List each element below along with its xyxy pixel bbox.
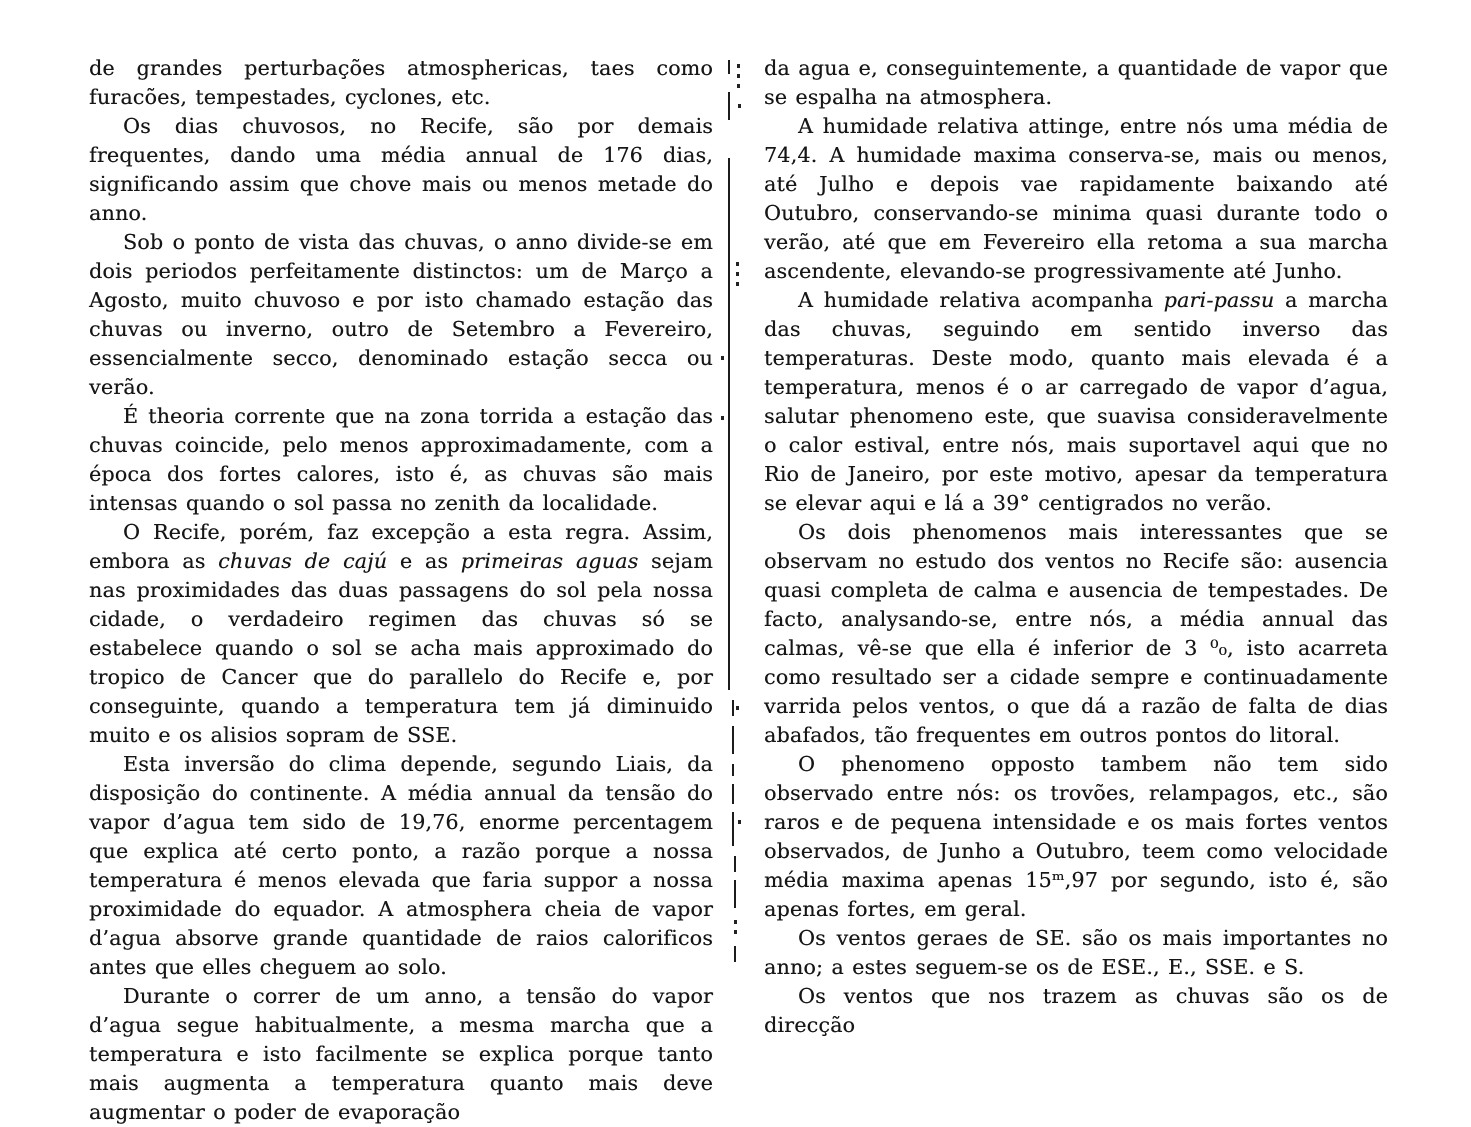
paragraph	[764, 286, 1388, 518]
left-column	[89, 54, 713, 1127]
text-segment: a marcha das chuvas, seguindo em sentido inverso das temperaturas. Deste modo, quanto mais elevada é a temperatura, menos é o ar carregado de vapor d’agua, salutar phenomeno este, que suavisa consideravelmente o calor estival, entre nós, mais suportavel aqui que no Rio de Janeiro, por este motivo, apesar da temperatura se elevar aqui e lá a 39° centigrados no verão.	[764, 288, 1388, 515]
paragraph	[764, 54, 1388, 112]
paragraph	[89, 982, 713, 1127]
paragraph	[89, 54, 713, 112]
column-divider	[720, 0, 750, 1005]
paragraph	[89, 112, 713, 228]
text-segment: Os dois phenomenos mais interessantes que se observam no estudo dos ventos no Recife são: ausencia quasi completa de calma e ausencia de tempestades. De facto, analysando-se, entre nós, a média annual das calmas, vê-se que ella é inferior de 3 ⁰₀, isto acarreta como resultado ser a cidade sempre e continuadamente varrida pelos ventos, o que dá a razão de falta de dias abafados, tão frequentes em outros pontos do litoral.	[764, 520, 1388, 747]
text-segment: É theoria corrente que na zona torrida a estação das chuvas coincide, pelo menos approximadamente, com a época dos fortes calores, isto é, as chuvas são mais intensas quando o sol passa no zenith da localidade.	[89, 404, 713, 515]
italic-phrase: primeiras aguas	[460, 549, 639, 573]
text-segment: Os dias chuvosos, no Recife, são por demais frequentes, dando uma média annual de 176 dias, significando assim que chove mais ou menos metade do anno.	[89, 114, 713, 225]
paragraph	[764, 982, 1388, 1040]
text-segment: Esta inversão do clima depende, segundo Liais, da disposição do continente. A média annual da tensão do vapor d’agua tem sido de 19,76, enorme percentagem que explica até certo ponto, a razão porque a nossa temperatura é menos elevada que faria suppor a nossa proximidade do equador. A atmosphera cheia de vapor d’agua absorve grande quantidade de raios calorificos antes que elles cheguem ao solo.	[89, 752, 713, 979]
paragraph	[89, 750, 713, 982]
text-segment: e as	[387, 549, 461, 573]
paragraph	[764, 750, 1388, 924]
text-segment: Durante o correr de um anno, a tensão do vapor d’agua segue habitualmente, a mesma marcha que a temperatura e isto facilmente se explica porque tanto mais augmenta a temperatura quanto mais deve augmentar o poder de evaporação	[89, 984, 713, 1124]
text-segment: da agua e, conseguintemente, a quantidade de vapor que se espalha na atmosphera.	[764, 56, 1388, 109]
text-segment: Sob o ponto de vista das chuvas, o anno divide-se em dois periodos perfeitamente distinctos: um de Março a Agosto, muito chuvoso e por isto chamado estação das chuvas ou inverno, outro de Setembro a Fevereiro, essencialmente secco, denominado estação secca ou verão.	[89, 230, 713, 399]
text-segment: O Recife, porém, faz excepção a esta regra. Assim, embora as	[89, 520, 713, 573]
paragraph	[89, 518, 713, 750]
italic-phrase: pari-passu	[1163, 288, 1275, 312]
text-segment: A humidade relativa attinge, entre nós uma média de 74,4. A humidade maxima conserva-se, mais ou menos, até Julho e depois vae rapidamente baixando até Outubro, conservando-se minima quasi durante todo o verão, até que em Fevereiro ella retoma a sua marcha ascendente, elevando-se progressivamente até Junho.	[764, 114, 1388, 283]
paragraph	[764, 518, 1388, 750]
text-segment: Os ventos geraes de SE. são os mais importantes no anno; a estes seguem-se os de ESE., E., SSE. e S.	[764, 926, 1388, 979]
text-segment: A humidade relativa acompanha	[798, 288, 1164, 312]
right-column	[764, 54, 1388, 1040]
text-segment: de grandes perturbações atmosphericas, taes como furacões, tempestades, cyclones, etc.	[89, 56, 713, 109]
paragraph	[89, 402, 713, 518]
paragraph	[89, 228, 713, 402]
text-segment: Os ventos que nos trazem as chuvas são os de direcção	[764, 984, 1388, 1037]
text-segment: O phenomeno opposto tambem não tem sido observado entre nós: os trovões, relampagos, etc., são raros e de pequena intensidade e os mais fortes ventos observados, de Junho a Outubro, teem como velocidade média maxima apenas 15ᵐ,97 por segundo, isto é, são apenas fortes, em geral.	[764, 752, 1388, 921]
text-segment: sejam nas proximidades das duas passagens do sol pela nossa cidade, o verdadeiro regimen das chuvas só se estabelece quando o sol se acha mais approximado do tropico de Cancer que do parallelo do Recife e, por conseguinte, quando a temperatura tem já diminuido muito e os alisios sopram de SSE.	[89, 549, 713, 747]
paragraph	[764, 924, 1388, 982]
paragraph	[764, 112, 1388, 286]
italic-phrase: chuvas de cajú	[218, 549, 388, 573]
